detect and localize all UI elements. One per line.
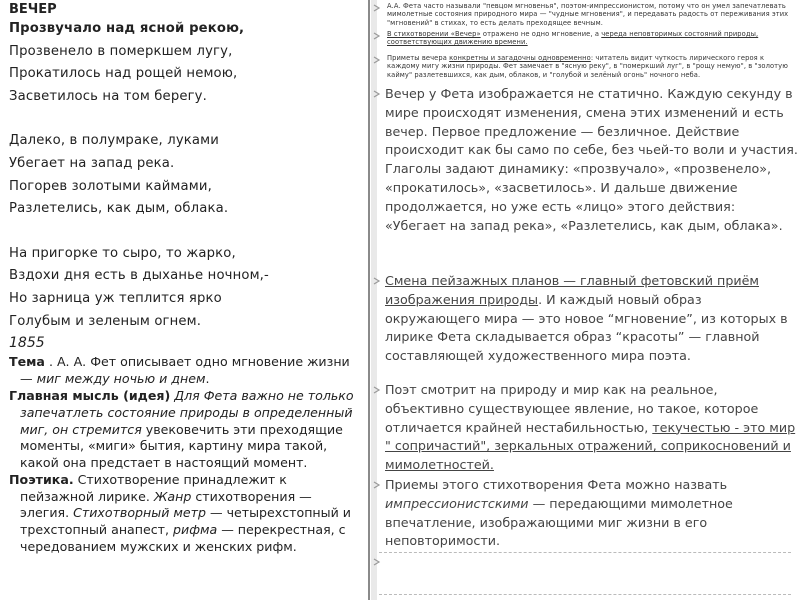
- idea-label: Главная мысль (идея): [9, 388, 171, 404]
- poetics-block: [9, 472, 368, 555]
- paragraph-landscape-underlined: Смена пейзажных планов — главный фетовский приём изображения природы: [385, 273, 759, 307]
- note-2-text: отражено не одно мгновение, а: [480, 30, 602, 38]
- paragraph-landscape: [385, 272, 799, 366]
- bullet-arrow-icon: [373, 277, 381, 285]
- poem-line: Убегает на запад река.: [9, 155, 175, 171]
- theme-label: Тема: [9, 354, 45, 370]
- bullet-arrow-icon: [373, 90, 381, 98]
- poem-line: Прозвучало над ясной рекою,: [9, 21, 245, 36]
- bullet-arrow-icon: [373, 481, 381, 489]
- poem-line: Прозвенело в померкшем лугу,: [9, 43, 233, 59]
- paragraph-impressionism-text: Приемы этого стихотворения Фета можно назвать: [385, 477, 728, 492]
- paragraph-world-text: Поэт смотрит на природу и мир как на реальное, объективно существующее явление, но такое, которое отличается крайней нестабильностью,: [385, 382, 759, 435]
- stanza-3: [9, 243, 368, 333]
- poetics-label: Поэтика.: [9, 472, 74, 488]
- paragraph-world: [385, 381, 799, 475]
- bullet-arrow-icon: [373, 56, 381, 64]
- bullet-arrow-icon: [373, 4, 381, 12]
- theme-italic: миг между ночью и днем: [36, 370, 206, 386]
- separator: [379, 594, 791, 595]
- theme-text: . А. А. Фет описывает одно мгновение жизни —: [20, 354, 350, 386]
- theme-end: .: [205, 370, 210, 386]
- poetics-text: Стихотворение принадлежит к пейзажной лирике.: [20, 472, 287, 504]
- poetics-meter: Стихотворный метр: [73, 505, 206, 521]
- poem-line: Разлетелись, как дым, облака.: [9, 201, 229, 217]
- poetics-genre: Жанр: [153, 488, 192, 504]
- poem-line: Вздохи дня есть в дыханье ночном,-: [9, 268, 269, 284]
- paragraph-dynamics: Вечер у Фета изображается не статично. Каждую секунду в мире происходят изменения, смена этих изменений и есть вечер. Первое предложение — безличное. Действие происходит как бы само по себе, без чьей-то воли и участия. Глаголы задают динамику: «прозвучало», «прозвенело», «прокатилось», «засветилось». И дальше движение продолжается, но уже есть «лицо» этого действия: «Убегает на запад река», «Разлетелись, как дым, облака».: [385, 86, 798, 233]
- stanza-1: [9, 18, 368, 108]
- note-2-underlined: череда неповторимых состояний природы, соответствующих движению времени.: [387, 30, 759, 47]
- bullet-arrow-icon: [373, 32, 381, 40]
- poem-line: Но зарница уж теплится ярко: [9, 290, 222, 306]
- poetics-rhyme: рифма: [173, 522, 218, 538]
- paragraph-impressionism: [385, 476, 799, 551]
- note-3: [387, 54, 794, 79]
- poem-line: Прокатилось над рощей немою,: [9, 66, 238, 82]
- note-1: А.А. Фета часто называли "певцом мгновенья", поэтом-импрессионистом, потому что он умел запечатлевать мимолетные состояния природного мира — "чудные мгновения", и передавать радость от переживания этих "мгновений" в стихах, то есть делать преходящее вечным.: [387, 2, 789, 27]
- idea-block: [9, 388, 368, 471]
- idea-italic: Для Фета важно не только запечатлеть состояние природы в определенный миг, он стремится: [20, 388, 354, 437]
- separator: [379, 552, 791, 553]
- poetics-text: — четырехстопный и трехстопный анапест,: [20, 505, 351, 538]
- note-3-text: : читатель видит чуткость лирического героя к каждому мигу жизни природы. Фет замечает в "ясную реку", в "померкший луг", в "рощу немую", в "золотую кайму" разлетевшихся, как дым, облаков, и "голубой и зелёный огонь" ночного неба.: [387, 54, 788, 79]
- theme-block: [9, 354, 368, 387]
- poem-line: На пригорке то сыро, то жарко,: [9, 245, 236, 261]
- poem-line: Погорев золотыми каймами,: [9, 178, 212, 194]
- poem-panel: [0, 0, 370, 600]
- paragraph-impressionism-italic: импрессионистскими: [385, 495, 529, 511]
- stanza-2: [9, 130, 368, 220]
- poem-title: ВЕЧЕР: [9, 2, 57, 17]
- paragraph-impressionism-text: — передающими мимолетное впечатление, изображающими миг жизни в его неповторимости.: [385, 495, 733, 549]
- note-2-underlined: В стихотворении «Вечер»: [387, 30, 481, 38]
- paragraph-world-underlined: текучестью - это мир " сопричастий", зеркальных отражений, соприкосновений и мимолетностей.: [385, 419, 796, 473]
- poem-line: Далеко, в полумраке, луками: [9, 133, 219, 149]
- poem-line: Голубым и зеленым огнем.: [9, 313, 202, 329]
- note-2: [387, 30, 794, 47]
- poetics-text: — перекрестная, с чередованием мужских и женских рифм.: [20, 522, 346, 554]
- note-3-underlined: конкретны и загадочны одновременно: [449, 54, 591, 62]
- poetics-text: стихотворения — элегия.: [20, 488, 312, 521]
- paragraph-landscape-text: . И каждый новый образ окружающего мира — это новое “мгновение”, из которых в лирике Фета складывается образ “красоты” — главной составляющей художественного мира поэта.: [385, 291, 788, 364]
- idea-text: увековечить эти преходящие моменты, «миги» бытия, картину мира такой, какой она предстает в настоящий момент.: [20, 421, 343, 470]
- poem-year: 1855: [9, 335, 45, 352]
- bullet-arrow-icon: [373, 386, 381, 394]
- bullet-arrow-icon: [373, 558, 381, 566]
- poem-line: Засветилось на том берегу.: [9, 88, 207, 104]
- note-3-text: Приметы вечера: [387, 54, 450, 62]
- analysis-panel: [371, 0, 800, 600]
